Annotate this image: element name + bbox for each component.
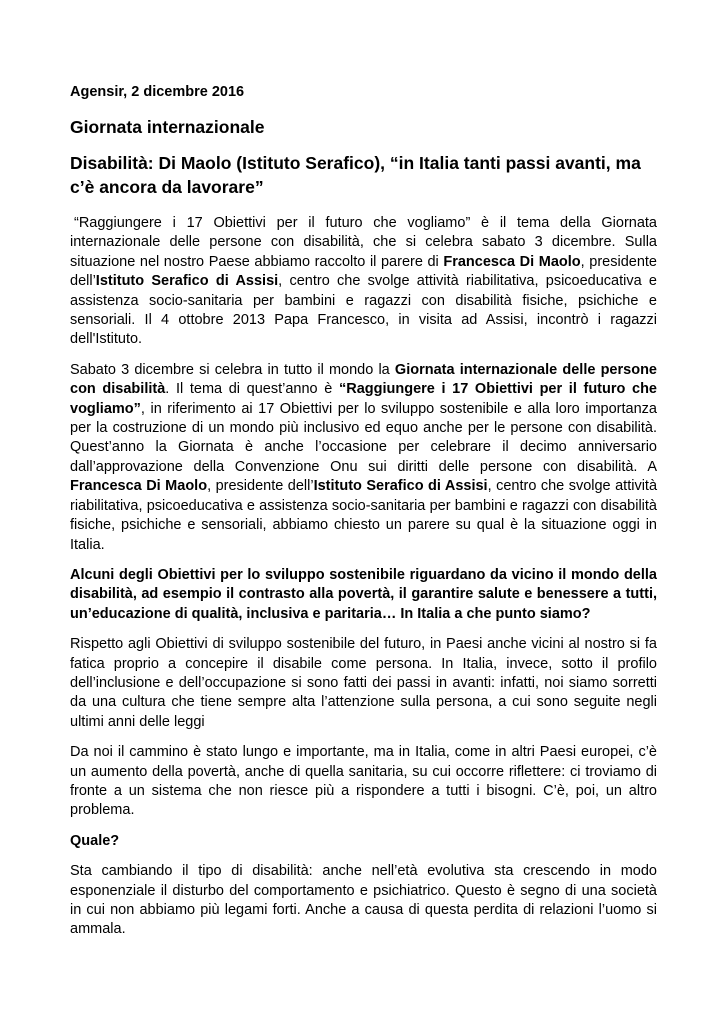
institute-name: Istituto Serafico di Assisi	[95, 273, 279, 290]
institute-name: Istituto Serafico di Assisi	[313, 478, 488, 495]
person-name: Francesca Di Maolo	[443, 253, 581, 270]
dateline: Agensir, 2 dicembre 2016	[70, 84, 245, 100]
interview-question-1: Alcuni degli Obiettivi per lo sviluppo sostenibile riguardano da vicino il mondo della disabilità, ad esempio il contrasto alla povertà, il garantire salute e benessere a tutti, un’educazione di qualità, inclusiva e paritaria… In Italia a che punto siamo?	[70, 566, 657, 622]
interview-answer-1: Rispetto agli Obiettivi di sviluppo sostenibile del futuro, in Paesi anche vicini al nostro si fa fatica proprio a concepire il disabile come persona. In Italia, invece, sotto il profilo dell’inclusione e dell’occupazione si sono fatti dei passi in avanti: infatti, noi siamo sorretti da una cultura che tiene sempre alta l’attenzione sulla persona, a cui sono seguite negli ultimi anni delle leggi	[70, 636, 657, 730]
context-paragraph: Sabato 3 dicembre si celebra in tutto il mondo la Giornata internazionale delle persone con disabilità. Il tema di quest’anno è “Raggiungere i 17 Obiettivi per il futuro che vogliamo”, in riferimento ai 17 Obiettivi per lo sviluppo sostenibile e alla loro importanza per la costruzione di un mondo più inclusivo ed equo anche per le persone con disabilità. Quest’anno la Giornata è anche l’occasione per celebrare il decimo anniversario dall’approvazione della Convenzione Onu sui diritti delle persone con disabilità. A Francesca Di Maolo, presidente dell’Istituto Serafico di Assisi, centro che svolge attività riabilitativa, psicoeducativa e assistenza socio-sanitaria per bambini e ragazzi con disabilità fisiche, psichiche e sensoriali, abbiamo chiesto un parere su qual è la situazione oggi in Italia.	[70, 361, 658, 553]
interview-answer-3: Sta cambiando il tipo di disabilità: anche nell’età evolutiva sta crescendo in modo esponenziale il disturbo del comportamento e psichiatrico. Questo è segno di una società in cui non abbiamo più legami forti. Anche a causa di questa perdita di relazioni l’uomo si ammala.	[70, 863, 657, 938]
person-name: Francesca Di Maolo	[70, 478, 208, 495]
theme-quote: “Raggiungere i 17 Obiettivi per il futuro che vogliamo”	[70, 381, 657, 417]
section-title: Giornata internazionale	[70, 117, 265, 137]
article-headline: Disabilità: Di Maolo (Istituto Serafico), “in Italia tanti passi avanti, ma c’è ancora da lavorare”	[70, 153, 641, 197]
intro-paragraph: “Raggiungere i 17 Obiettivi per il futuro che vogliamo” è il tema della Giornata internazionale delle persone con disabilità, che si celebra sabato 3 dicembre. Sulla situazione nel nostro Paese abbiamo raccolto il parere di Francesca Di Maolo, presidente dell’Istituto Serafico di Assisi, centro che svolge attività riabilitativa, psicoeducativa e assistenza socio-sanitaria per bambini e ragazzi con disabilità fisiche, psichiche e sensoriali. Il 4 ottobre 2013 Papa Francesco, in visita ad Assisi, incontrò i ragazzi dell'Istituto.	[70, 215, 657, 348]
interview-answer-2: Da noi il cammino è stato lungo e importante, ma in Italia, come in altri Paesi europei, c’è un aumento della povertà, anche di quella sanitaria, su cui occorre riflettere: ci troviamo di fronte a un sistema che non riesce più a rispondere a tutti i bisogni. C’è, poi, un altro problema.	[70, 744, 657, 819]
event-name: Giornata internazionale delle persone con disabilità	[70, 361, 657, 398]
interview-question-2: Quale?	[70, 832, 120, 849]
